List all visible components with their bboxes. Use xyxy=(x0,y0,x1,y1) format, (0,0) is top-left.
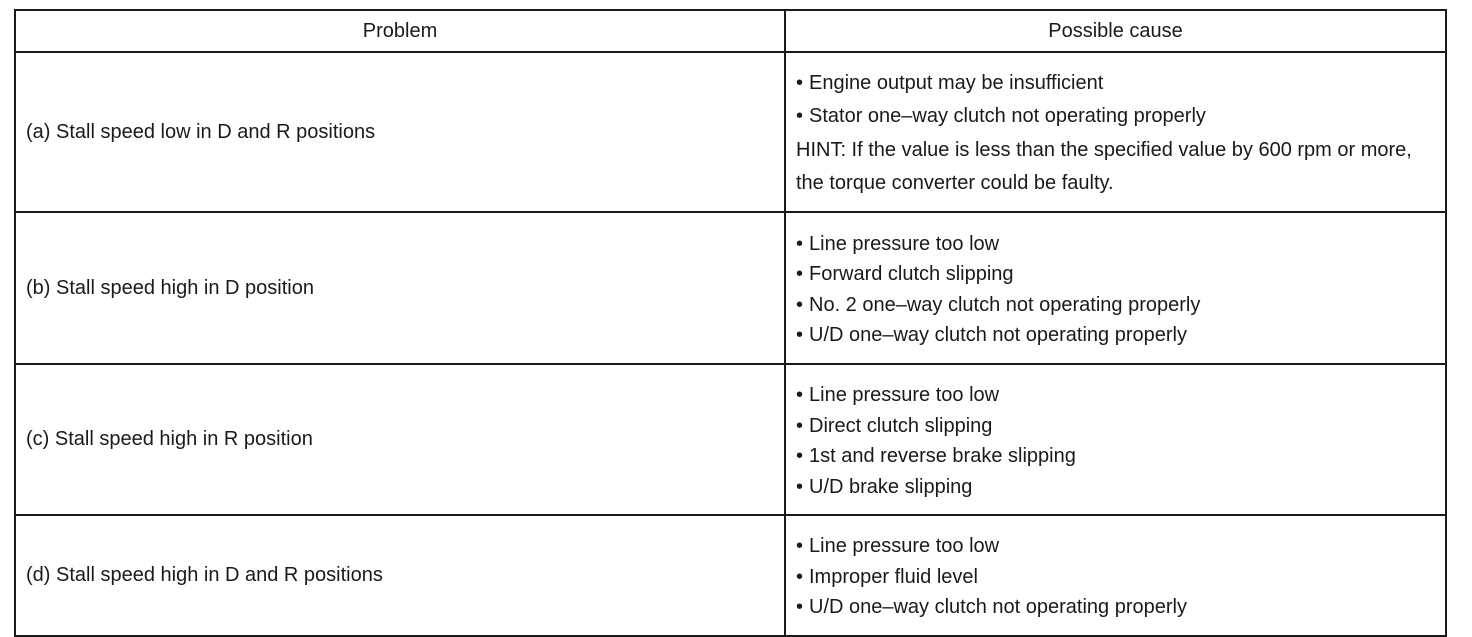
bullet: • xyxy=(796,535,804,558)
cause-item xyxy=(796,562,1435,593)
hint-text: HINT: If the value is less than the specified value by 600 rpm or more, the torque converter could be faulty. xyxy=(796,138,1412,194)
cause-text: Engine output may be insufficient xyxy=(809,71,1104,94)
cause-item xyxy=(796,259,1435,290)
cause-text: Line pressure too low xyxy=(809,384,1000,406)
cause-text: No. 2 one–way clutch not operating properly xyxy=(809,293,1201,316)
cause-item xyxy=(796,441,1435,472)
cause-item xyxy=(796,290,1435,321)
problem-cell: (d) Stall speed high in D and R positions xyxy=(15,515,785,636)
cause-cell xyxy=(785,515,1446,636)
table-row xyxy=(15,364,1446,515)
problem-cell: (a) Stall speed low in D and R positions xyxy=(15,52,785,212)
cause-text: Stator one–way clutch not operating properly xyxy=(809,105,1206,127)
cause-item xyxy=(796,411,1435,442)
cause-item xyxy=(796,472,1435,503)
header-possible-cause: Possible cause xyxy=(785,10,1446,52)
bullet: • xyxy=(796,293,804,316)
cause-item xyxy=(796,320,1435,351)
cause-text: Line pressure too low xyxy=(809,535,1000,558)
cause-cell xyxy=(785,212,1446,364)
bullet: • xyxy=(796,445,804,467)
cause-item xyxy=(796,531,1435,562)
cause-item xyxy=(796,100,1435,134)
bullet: • xyxy=(796,596,804,619)
bullet: • xyxy=(796,263,804,285)
cause-text: U/D one–way clutch not operating properly xyxy=(809,596,1187,619)
cause-item xyxy=(796,229,1435,260)
table-row xyxy=(15,52,1446,212)
cause-text: Line pressure too low xyxy=(809,232,1000,255)
bullet: • xyxy=(796,475,804,498)
bullet: • xyxy=(796,565,804,588)
bullet: • xyxy=(796,324,804,346)
cause-item xyxy=(796,380,1435,411)
cause-item xyxy=(796,592,1435,623)
bullet: • xyxy=(796,105,804,127)
header-problem: Problem xyxy=(15,10,785,52)
bullet: • xyxy=(796,384,804,406)
cause-text: 1st and reverse brake slipping xyxy=(809,445,1076,467)
cause-cell xyxy=(785,52,1446,212)
cause-text: U/D one–way clutch not operating properly xyxy=(809,324,1187,346)
cause-text: Forward clutch slipping xyxy=(809,263,1014,285)
table-row xyxy=(15,212,1446,364)
table-row xyxy=(15,515,1446,636)
cause-cell xyxy=(785,364,1446,515)
table-header-row xyxy=(15,10,1446,52)
cause-text: Improper fluid level xyxy=(809,565,978,588)
bullet: • xyxy=(796,232,804,255)
problem-cell: (b) Stall speed high in D position xyxy=(15,212,785,364)
bullet: • xyxy=(796,414,804,437)
cause-item xyxy=(796,67,1435,101)
problem-cell: (c) Stall speed high in R position xyxy=(15,364,785,515)
cause-text: U/D brake slipping xyxy=(809,475,973,498)
bullet: • xyxy=(796,71,804,94)
cause-text: Direct clutch slipping xyxy=(809,414,993,437)
diagnosis-table xyxy=(14,9,1447,637)
